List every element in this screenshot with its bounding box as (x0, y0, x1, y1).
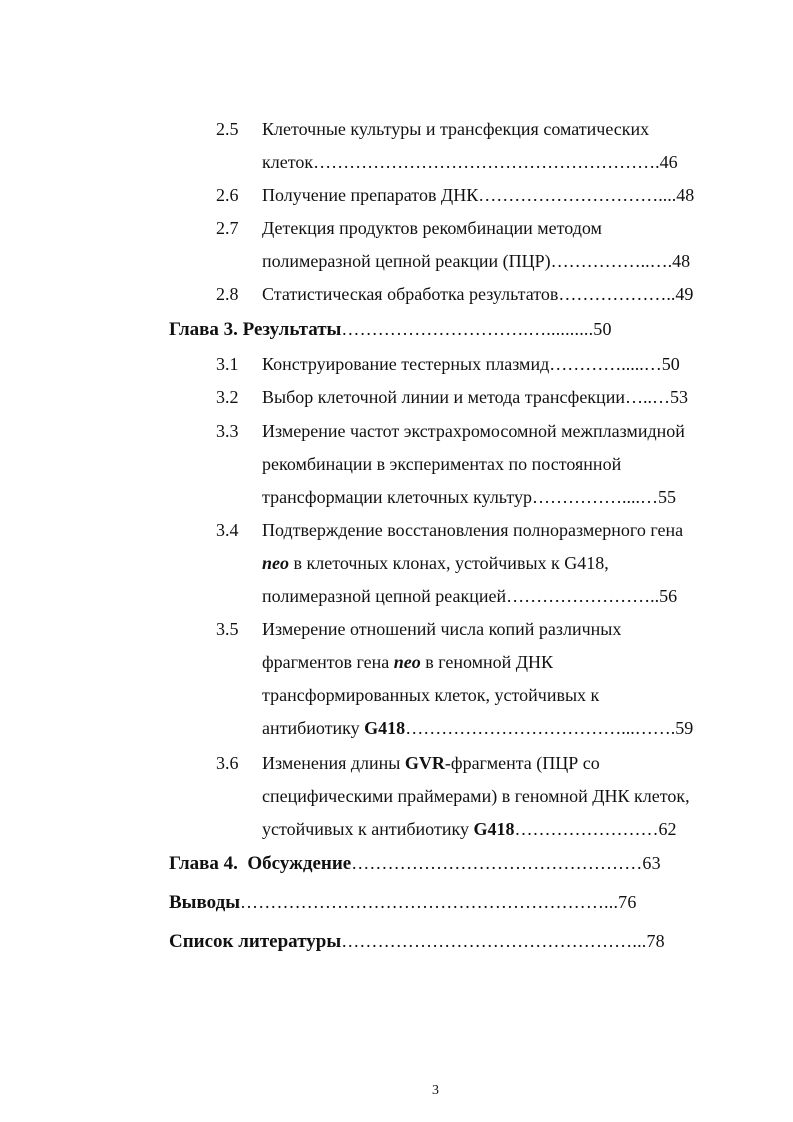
gene-name: neo (393, 652, 421, 672)
toc-entry-title: Клеточные культуры и трансфекция соматических (262, 119, 650, 139)
toc-chapter-leader: …………………………………………63 (351, 853, 661, 873)
toc-entry-leader: ……………………62 (514, 819, 677, 839)
toc-entry-title: Подтверждение восстановления полноразмерного гена (262, 520, 684, 540)
toc-entry-title: Конструирование тестерных плазмид………….....…50 (262, 354, 680, 374)
toc-entry-title-continued (262, 651, 553, 673)
toc-entry-text: фрагментов гена (262, 652, 394, 672)
toc-entry-title-continued: рекомбинации в экспериментах по постоянной (262, 454, 622, 474)
toc-entry-number: 2.6 (216, 185, 239, 205)
toc-chapter-title: Список литературы (169, 931, 342, 952)
toc-entry-title: Получение препаратов ДНК…………………………....48 (262, 185, 695, 205)
gene-name: neo (262, 553, 289, 573)
antibiotic-name: G418 (473, 819, 515, 839)
toc-chapter-leader: ……………………………………………………...76 (240, 892, 637, 912)
toc-entry-number: 2.7 (216, 218, 239, 238)
toc-entry-title: Выбор клеточной линии и метода трансфекции…..…53 (262, 387, 688, 407)
toc-entry-text: в геномной ДНК (420, 652, 554, 672)
toc-chapter-title: Глава 4. Обсуждение (169, 853, 352, 874)
toc-entry-title: Статистическая обработка результатов………………..49 (262, 284, 694, 304)
toc-entry-title-continued: клеток………………………………………………….46 (262, 152, 678, 172)
toc-entry-text: Изменения длины (262, 753, 405, 773)
toc-entry-number: 3.2 (216, 387, 239, 407)
toc-entry-leader: ………………………………...…….59 (405, 718, 694, 738)
page-number: 3 (432, 1083, 439, 1098)
toc-entry-number: 3.1 (216, 354, 239, 374)
toc-entry-text: устойчивых к антибиотику (262, 819, 474, 839)
toc-entry-title: Измерение частот экстрахромосомной межплазмидной (262, 421, 685, 441)
toc-entry-title-continued: специфическими праймерами) в геномной ДНК клеток, (262, 786, 690, 806)
antibiotic-name: G418 (364, 718, 406, 738)
toc-entry-number: 3.3 (216, 421, 239, 441)
toc-entry-title: Измерение отношений числа копий различных (262, 619, 622, 639)
toc-entry-text: антибиотику (262, 718, 365, 738)
toc-entry-number: 2.8 (216, 284, 239, 304)
toc-entry-number: 3.5 (216, 619, 239, 639)
toc-entry-title: Детекция продуктов рекомбинации методом (262, 218, 602, 238)
toc-entry-title-continued (262, 818, 676, 840)
toc-chapter-leader: ………………………….…..........50 (341, 319, 612, 339)
toc-chapter-title: Глава 3. Результаты (169, 319, 342, 340)
toc-entry-number: 3.4 (216, 520, 239, 540)
toc-chapter-leader: …………………………………………...78 (341, 931, 665, 951)
fragment-name: GVR (404, 753, 445, 773)
toc-entry-text: в клеточных клонах, устойчивых к G418, (289, 553, 609, 573)
toc-entry-text: -фрагмента (ПЦР со (444, 753, 600, 773)
toc-entry-title-continued (262, 552, 609, 574)
toc-chapter-title: Выводы (169, 892, 241, 913)
toc-entry-title-continued: полимеразной цепной реакции (ПЦР)……………..….48 (262, 251, 691, 271)
toc-entry-title-continued: трансформированных клеток, устойчивых к (262, 685, 600, 705)
toc-entry-title (262, 752, 600, 774)
toc-entry-title-continued (262, 717, 693, 739)
toc-entry-number: 3.6 (216, 753, 239, 773)
toc-entry-title-continued: трансформации клеточных культур……………....…55 (262, 487, 676, 507)
toc-entry-title-continued: полимеразной цепной реакцией……………………..56 (262, 586, 678, 606)
toc-entry-number: 2.5 (216, 119, 239, 139)
